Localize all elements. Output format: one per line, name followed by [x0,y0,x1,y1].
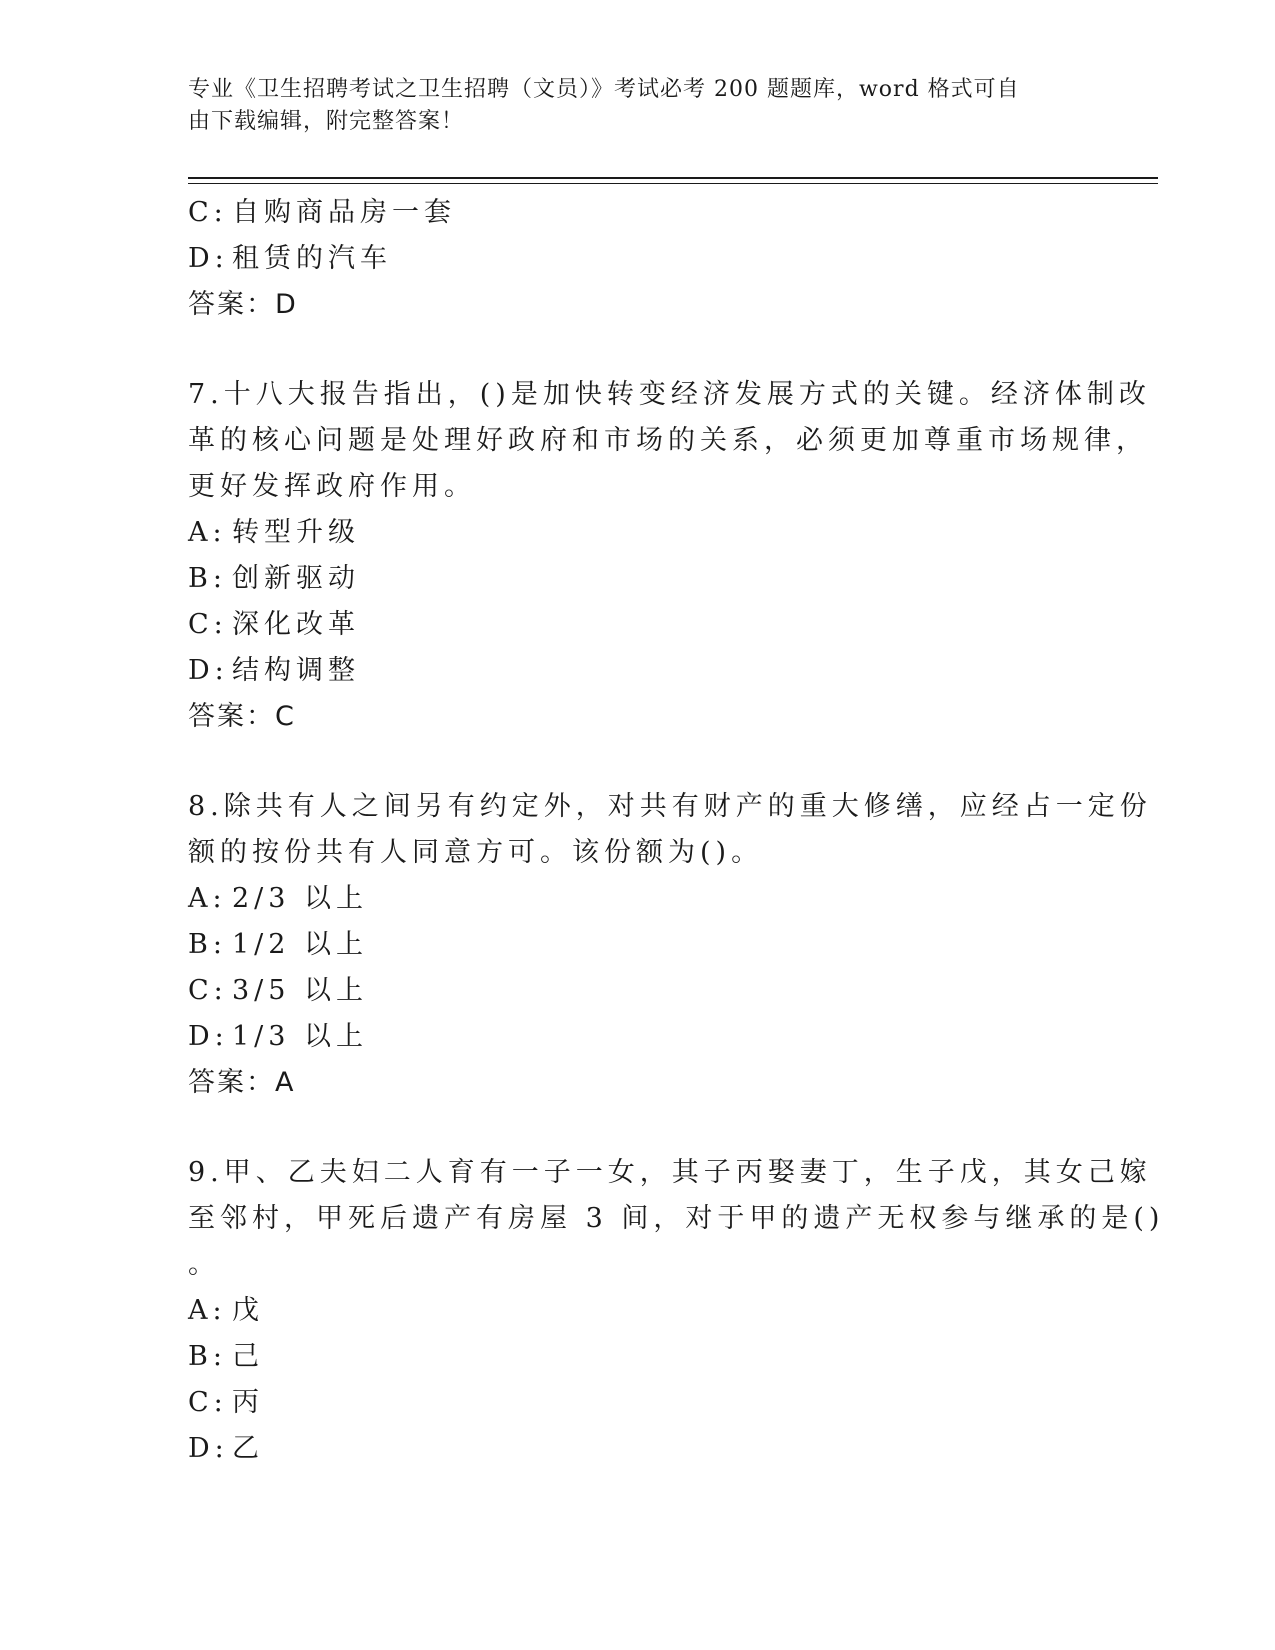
answer-line: 答案：D [188,289,298,320]
option-text: 1/3 以上 [232,1021,369,1052]
option-text: 转型升级 [232,517,360,548]
option-text: 2/3 以上 [232,883,369,914]
option-d [188,1426,1068,1472]
stem-line: 至邻村，甲死后遗产有房屋 3 间，对于甲的遗产无权参与继承的是() [188,1203,1165,1234]
stem-line: 8.除共有人之间另有约定外，对共有财产的重大修缮，应经占一定份 [188,791,1152,822]
option-c [188,968,1068,1014]
stem-line: 9.甲、乙夫妇二人育有一子一女，其子丙娶妻丁，生子戊，其女己嫁 [188,1157,1152,1188]
option-a [188,510,1068,556]
option-letter: A: [188,1295,227,1326]
option-a [188,1288,1068,1334]
header-line-2: 由下载编辑，附完整答案！ [188,109,465,134]
question-8 [188,784,1152,1106]
option-letter: D: [188,1021,229,1052]
option-text: 丙 [232,1387,264,1418]
question-stem [188,784,1152,876]
option-text: 3/5 以上 [232,975,369,1006]
option-d [188,648,1068,694]
option-c [188,190,1068,236]
header-divider-thick [188,177,1158,179]
option-letter: C: [188,609,228,640]
option-letter: C: [188,197,228,228]
option-letter: D: [188,243,229,274]
spacer [188,328,1068,372]
question-list [188,190,1165,1472]
option-b [188,556,1068,602]
question-stem [188,1150,1165,1288]
option-letter: C: [188,1387,228,1418]
stem-line: 额的按份共有人同意方可。该份额为()。 [188,837,764,868]
option-text: 深化改革 [232,609,360,640]
option-letter: C: [188,975,228,1006]
option-letter: A: [188,517,227,548]
option-b [188,1334,1068,1380]
option-text: 己 [232,1341,264,1372]
option-text: 结构调整 [232,655,360,686]
question-stem [188,372,1151,510]
answer-line: 答案：C [188,701,296,732]
question-fragment [188,190,1068,328]
option-text: 乙 [232,1433,264,1464]
option-letter: B: [188,929,227,960]
option-text: 戊 [232,1295,264,1326]
spacer [188,1106,1068,1150]
option-text: 租赁的汽车 [232,243,392,274]
stem-line: 7.十八大报告指出，()是加快转变经济发展方式的关键。经济体制改 [188,379,1151,410]
question-9 [188,1150,1165,1472]
option-text: 1/2 以上 [232,929,369,960]
option-letter: B: [188,1341,227,1372]
option-c [188,1380,1068,1426]
option-text: 创新驱动 [232,563,360,594]
option-letter: D: [188,1433,229,1464]
option-letter: D: [188,655,229,686]
answer-line: 答案：A [188,1067,296,1098]
stem-line: 革的核心问题是处理好政府和市场的关系，必须更加尊重市场规律， [188,425,1148,456]
option-text: 自购商品房一套 [232,197,456,228]
spacer [188,740,1068,784]
document-header [188,74,1068,138]
option-d [188,1014,1068,1060]
option-a [188,876,1068,922]
option-c [188,602,1068,648]
option-letter: A: [188,883,227,914]
question-7 [188,372,1151,740]
stem-line: 。 [188,1249,220,1280]
option-letter: B: [188,563,227,594]
option-b [188,922,1068,968]
header-line-1: 专业《卫生招聘考试之卫生招聘（文员）》考试必考 200 题题库，word 格式可自 [188,77,1020,102]
option-d [188,236,1068,282]
stem-line: 更好发挥政府作用。 [188,471,476,502]
header-divider-thin [188,183,1158,184]
